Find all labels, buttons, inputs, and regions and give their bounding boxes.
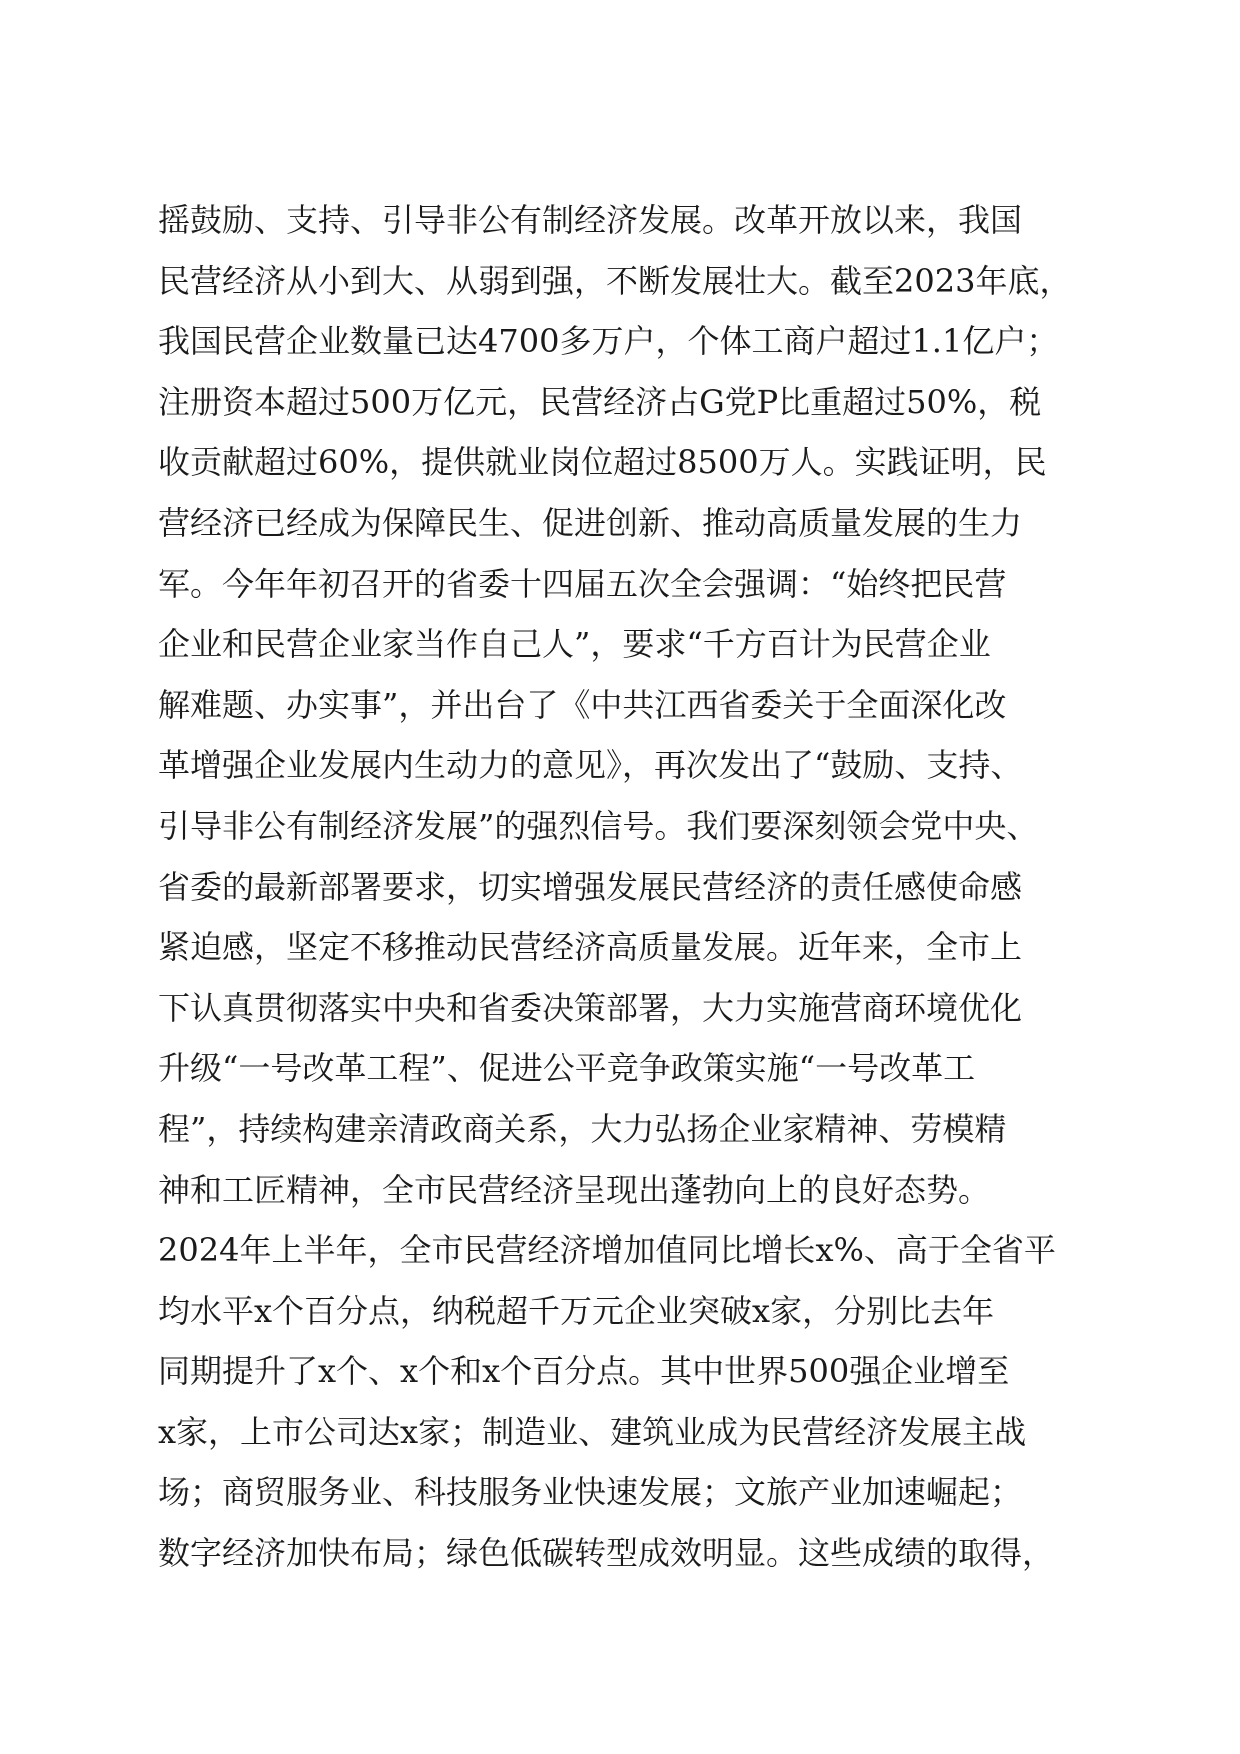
body-text	[158, 190, 1098, 1584]
text-line-5: 收贡献超过60%，提供就业岗位超过8500万人。实践证明，民	[158, 443, 1047, 482]
text-line-20: 同期提升了x个、x个和x个百分点。其中世界500强企业增至	[158, 1352, 1010, 1391]
text-line-1: 摇鼓励、支持、引导非公有制经济发展。改革开放以来，我国	[158, 201, 1023, 239]
text-line-18: 2024年上半年，全市民营经济增加值同比增长x%、高于全省平	[158, 1231, 1056, 1270]
text-line-2: 民营经济从小到大、从弱到强，不断发展壮大。截至2023年底，	[158, 261, 1072, 300]
text-line-11: 引导非公有制经济发展”的强烈信号。我们要深刻领会党中央、	[158, 806, 1039, 845]
text-line-6: 营经济已经成为保障民生、促进创新、推动高质量发展的生力	[158, 503, 1023, 542]
text-line-4: 注册资本超过500万亿元，民营经济占G党P比重超过50%，税	[158, 382, 1042, 421]
text-line-8: 企业和民营企业家当作自己人”，要求“千方百计为民营企业	[158, 625, 991, 664]
text-line-23: 数字经济加快布局；绿色低碳转型成效明显。这些成绩的取得，	[158, 1534, 1055, 1573]
text-line-7: 军。今年年初召开的省委十四届五次全会强调：“始终把民营	[158, 564, 1007, 603]
text-line-17: 神和工匠精神，全市民营经济呈现出蓬勃向上的良好态势。	[158, 1170, 991, 1209]
text-line-10: 革增强企业发展内生动力的意见》，再次发出了“鼓励、支持、	[158, 746, 1023, 785]
text-line-9: 解难题、办实事”，并出台了《中共江西省委关于全面深化改	[158, 685, 1007, 724]
text-line-22: 场；商贸服务业、科技服务业快速发展；文旅产业加速崛起；	[158, 1473, 1023, 1512]
text-line-14: 下认真贯彻落实中央和省委决策部署，大力实施营商环境优化	[158, 988, 1023, 1027]
text-line-19: 均水平x个百分点，纳税超千万元企业突破x家，分别比去年	[158, 1291, 995, 1330]
text-line-3: 我国民营企业数量已达4700多万户，个体工商户超过1.1亿户；	[158, 322, 1059, 361]
text-line-16: 程”，持续构建亲清政商关系，大力弘扬企业家精神、劳模精	[158, 1109, 1007, 1148]
text-line-12: 省委的最新部署要求，切实增强发展民营经济的责任感使命感	[158, 867, 1023, 906]
text-line-21: x家，上市公司达x家；制造业、建筑业成为民营经济发展主战	[158, 1412, 1027, 1451]
text-line-13: 紧迫感，坚定不移推动民营经济高质量发展。近年来，全市上	[158, 928, 1023, 967]
text-line-15: 升级“一号改革工程”、促进公平竞争政策实施“一号改革工	[158, 1049, 976, 1088]
